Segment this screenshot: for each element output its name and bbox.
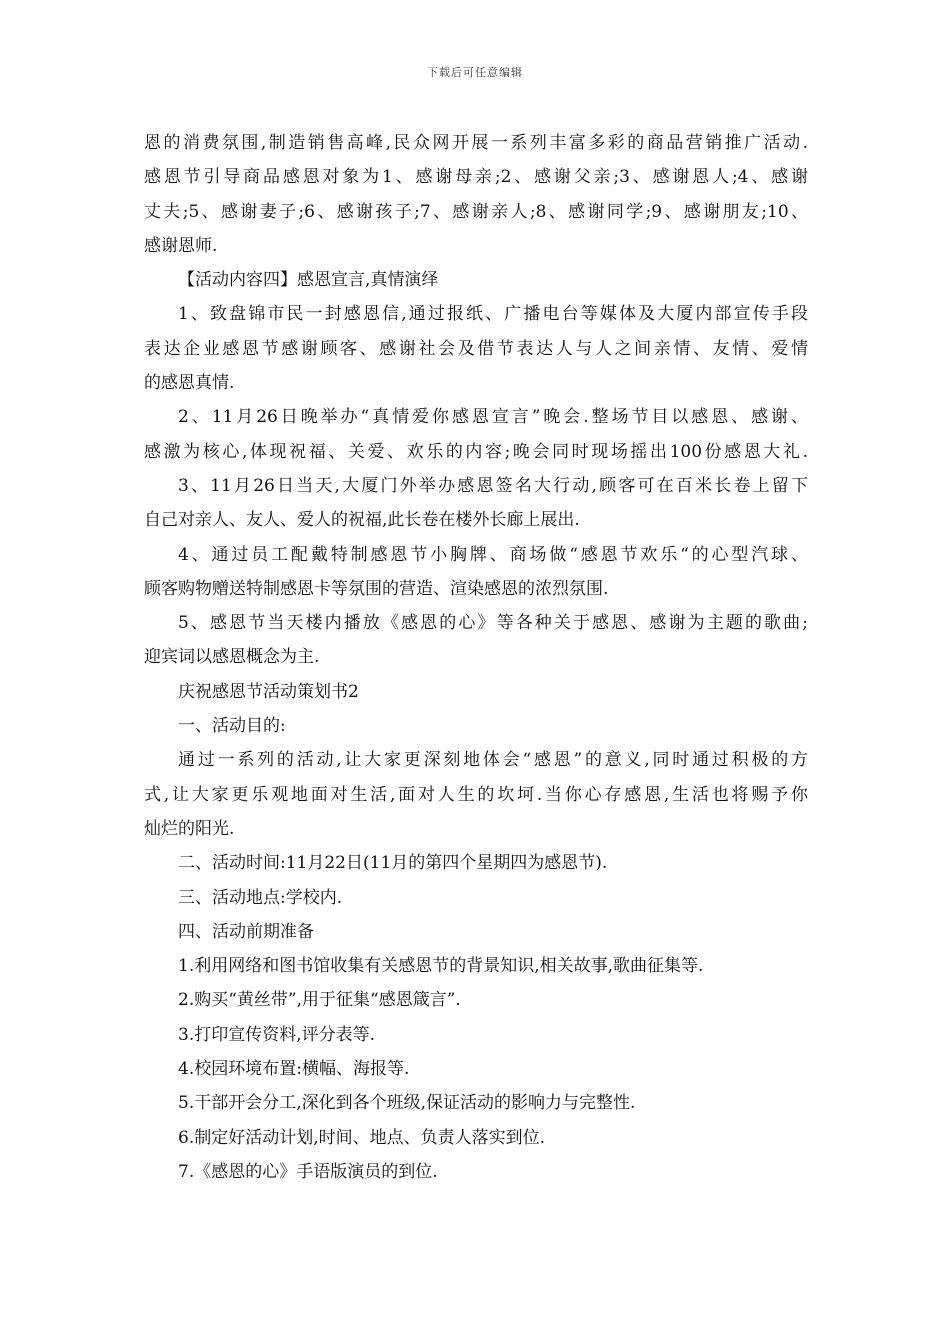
text-line: 式,让大家更乐观地面对生活,面对人生的坎坷.当你心存感恩,生活也将赐予你 <box>144 784 808 805</box>
text-line: 2、11月26日晚举办“真情爱你感恩宣言”晚会.整场节目以感恩、感谢、 <box>178 407 808 428</box>
text-line: 四、活动前期准备 <box>178 921 314 942</box>
text-line: 3、11月26日当天,大厦门外举办感恩签名大行动,顾客可在百米长卷上留下 <box>178 475 808 496</box>
text-line: 二、活动时间:11月22日(11月的第四个星期四为感恩节). <box>178 853 608 874</box>
text-line: 感恩节引导商品感恩对象为1、感谢母亲;2、感谢父亲;3、感谢恩人;4、感谢 <box>144 167 808 188</box>
text-line: 恩的消费氛围,制造销售高峰,民众网开展一系列丰富多彩的商品营销推广活动. <box>144 133 808 153</box>
document-body <box>144 126 808 1189</box>
text-line: 庆祝感恩节活动策划书2 <box>178 681 359 702</box>
text-line: 三、活动地点:学校内. <box>178 887 343 908</box>
text-line: 6.制定好活动计划,时间、地点、负责人落实到位. <box>178 1127 546 1148</box>
text-line: 1、致盘锦市民一封感恩信,通过报纸、广播电台等媒体及大厦内部宣传手段 <box>178 304 808 325</box>
text-line: 自己对亲人、友人、爱人的祝福,此长卷在楼外长廊上展出. <box>144 510 580 531</box>
text-line: 7.《感恩的心》手语版演员的到位. <box>178 1161 438 1182</box>
page-header: 下载后可任意编辑 <box>427 66 523 79</box>
text-line: 的感恩真情. <box>144 373 235 394</box>
text-line: 迎宾词以感恩概念为主. <box>144 647 320 668</box>
text-line: 5、感恩节当天楼内播放《感恩的心》等各种关于感恩、感谢为主题的歌曲; <box>178 613 808 634</box>
text-line: 灿烂的阳光. <box>144 818 235 839</box>
text-line: 2.购买“黄丝带”,用于征集“感恩箴言”. <box>178 990 461 1011</box>
text-line: 4.校园环境布置:横幅、海报等. <box>178 1059 410 1080</box>
text-line: 感激为核心,体现祝福、关爱、欢乐的内容;晚会同时现场摇出100份感恩大礼. <box>144 441 808 462</box>
text-line: 4、通过员工配戴特制感恩节小胸牌、商场做“感恩节欢乐“的心型汽球、 <box>178 544 808 565</box>
text-line: 【活动内容四】感恩宣言,真情演绎 <box>178 270 439 291</box>
text-line: 顾客购物赠送特制感恩卡等氛围的营造、渲染感恩的浓烈氛围. <box>144 578 609 599</box>
text-line: 3.打印宣传资料,评分表等. <box>178 1024 376 1045</box>
text-line: 丈夫;5、感谢妻子;6、感谢孩子;7、感谢亲人;8、感谢同学;9、感谢朋友;10、 <box>144 201 808 222</box>
text-line: 1.利用网络和图书馆收集有关感恩节的背景知识,相关故事,歌曲征集等. <box>178 956 704 977</box>
text-line: 感谢恩师. <box>144 235 218 256</box>
text-line: 一、活动目的: <box>178 716 286 737</box>
text-line: 表达企业感恩节感谢顾客、感谢社会及借节表达人与人之间亲情、友情、爱情 <box>144 338 808 359</box>
text-line: 通过一系列的活动,让大家更深刻地体会“感恩”的意义,同时通过积极的方 <box>178 750 808 771</box>
text-line: 5.干部开会分工,深化到各个班级,保证活动的影响力与完整性. <box>178 1093 636 1114</box>
